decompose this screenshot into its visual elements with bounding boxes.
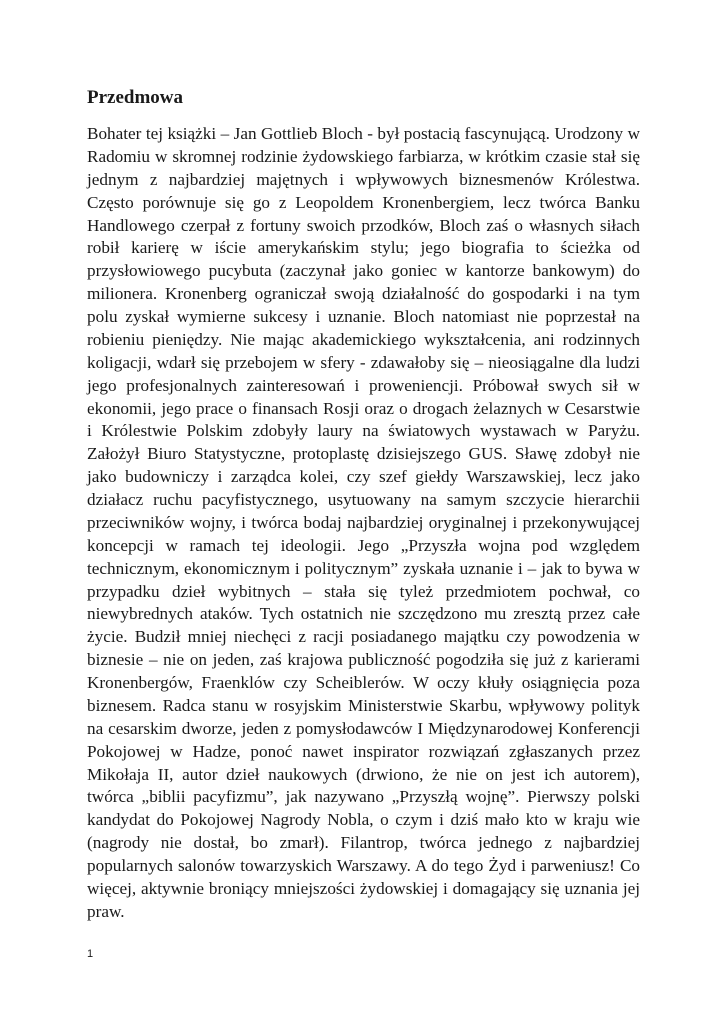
body-paragraph: Bohater tej książki – Jan Gottlieb Bloch - był postacią fascynującą. Urodzony w Radomiu w skromnej rodzinie żydowskiego farbiarza, w krótkim czasie stał się jednym z najbardziej majętnych i wpływowych biznesmenów Królestwa. Często porównuje się go z Leopoldem Kronenbergiem, lecz twórca Banku Handlowego czerpał z fortuny swoich przodków, Bloch zaś o własnych siłach robił karierę w iście amerykańskim stylu; jego biografia to ścieżka od przysłowiowego pucybuta (zaczynał jako goniec w kantorze bankowym) do milionera. Kronenberg ograniczał swoją działalność do gospodarki i na tym polu zyskał wymierne sukcesy i uznanie. Bloch natomiast nie poprzestał na robieniu pieniędzy. Nie mając akademickiego wykształcenia, ani rodzinnych koligacji, wdarł się przebojem w sfery - zdawałoby się – nieosiągalne dla ludzi jego profesjonalnych zainteresowań i proweniencji. Próbował swych sił w ekonomii, jego prace o finansach Rosji oraz o drogach żelaznych w Cesarstwie i Królestwie Polskim zdobyły laury na światowych wystawach w Paryżu. Założył Biuro Statystyczne, protoplastę dzisiejszego GUS. Sławę zdobył nie jako budowniczy i zarządca kolei, czy szef giełdy Warszawskiej, lecz jako działacz ruchu pacyfistycznego, usytuowany na samym szczycie hierarchii przeciwników wojny, i twórca bodaj najbardziej oryginalnej i przekonywującej koncepcji w ramach tej ideologii. Jego „Przyszła wojna pod względem technicznym, ekonomicznym i politycznym” zyskała uznanie i – jak to bywa w przypadku dzieł wybitnych – stała się tyleż przedmiotem pochwał, co niewybrednych ataków. Tych ostatnich nie szczędzono mu zresztą przez całe życie. Budził mniej niechęci z racji posiadanego majątku czy powodzenia w biznesie – nie on jeden, zaś krajowa publiczność pogodziła się już z karierami Kronenbergów, Fraenklów czy Scheiblerów. W oczy kłuły osiągnięcia poza biznesem. Radca stanu w rosyjskim Ministerstwie Skarbu, wpływowy polityk na cesarskim dworze, jeden z pomysłodawców I Międzynarodowej Konferencji Pokojowej w Hadze, ponoć nawet inspirator rozwiązań zgłaszanych przez Mikołaja II, autor dzieł naukowych (drwiono, że nie on jest ich autorem), twórca „biblii pacyfizmu”, jak nazywano „Przyszłą wojnę”. Pierwszy polski kandydat do Pokojowej Nagrody Nobla, o czym i dziś mało kto w kraju wie (nagrody nie dostał, bo zmarł). Filantrop, twórca jednego z najbardziej popularnych salonów towarzyskich Warszawy. A do tego Żyd i parweniusz! Co więcej, aktywnie broniący mniejszości żydowskiej i domagający się uznania jej praw. (87, 124, 640, 921)
page-number: 1 (87, 948, 94, 960)
page-title: Przedmowa (87, 87, 184, 108)
